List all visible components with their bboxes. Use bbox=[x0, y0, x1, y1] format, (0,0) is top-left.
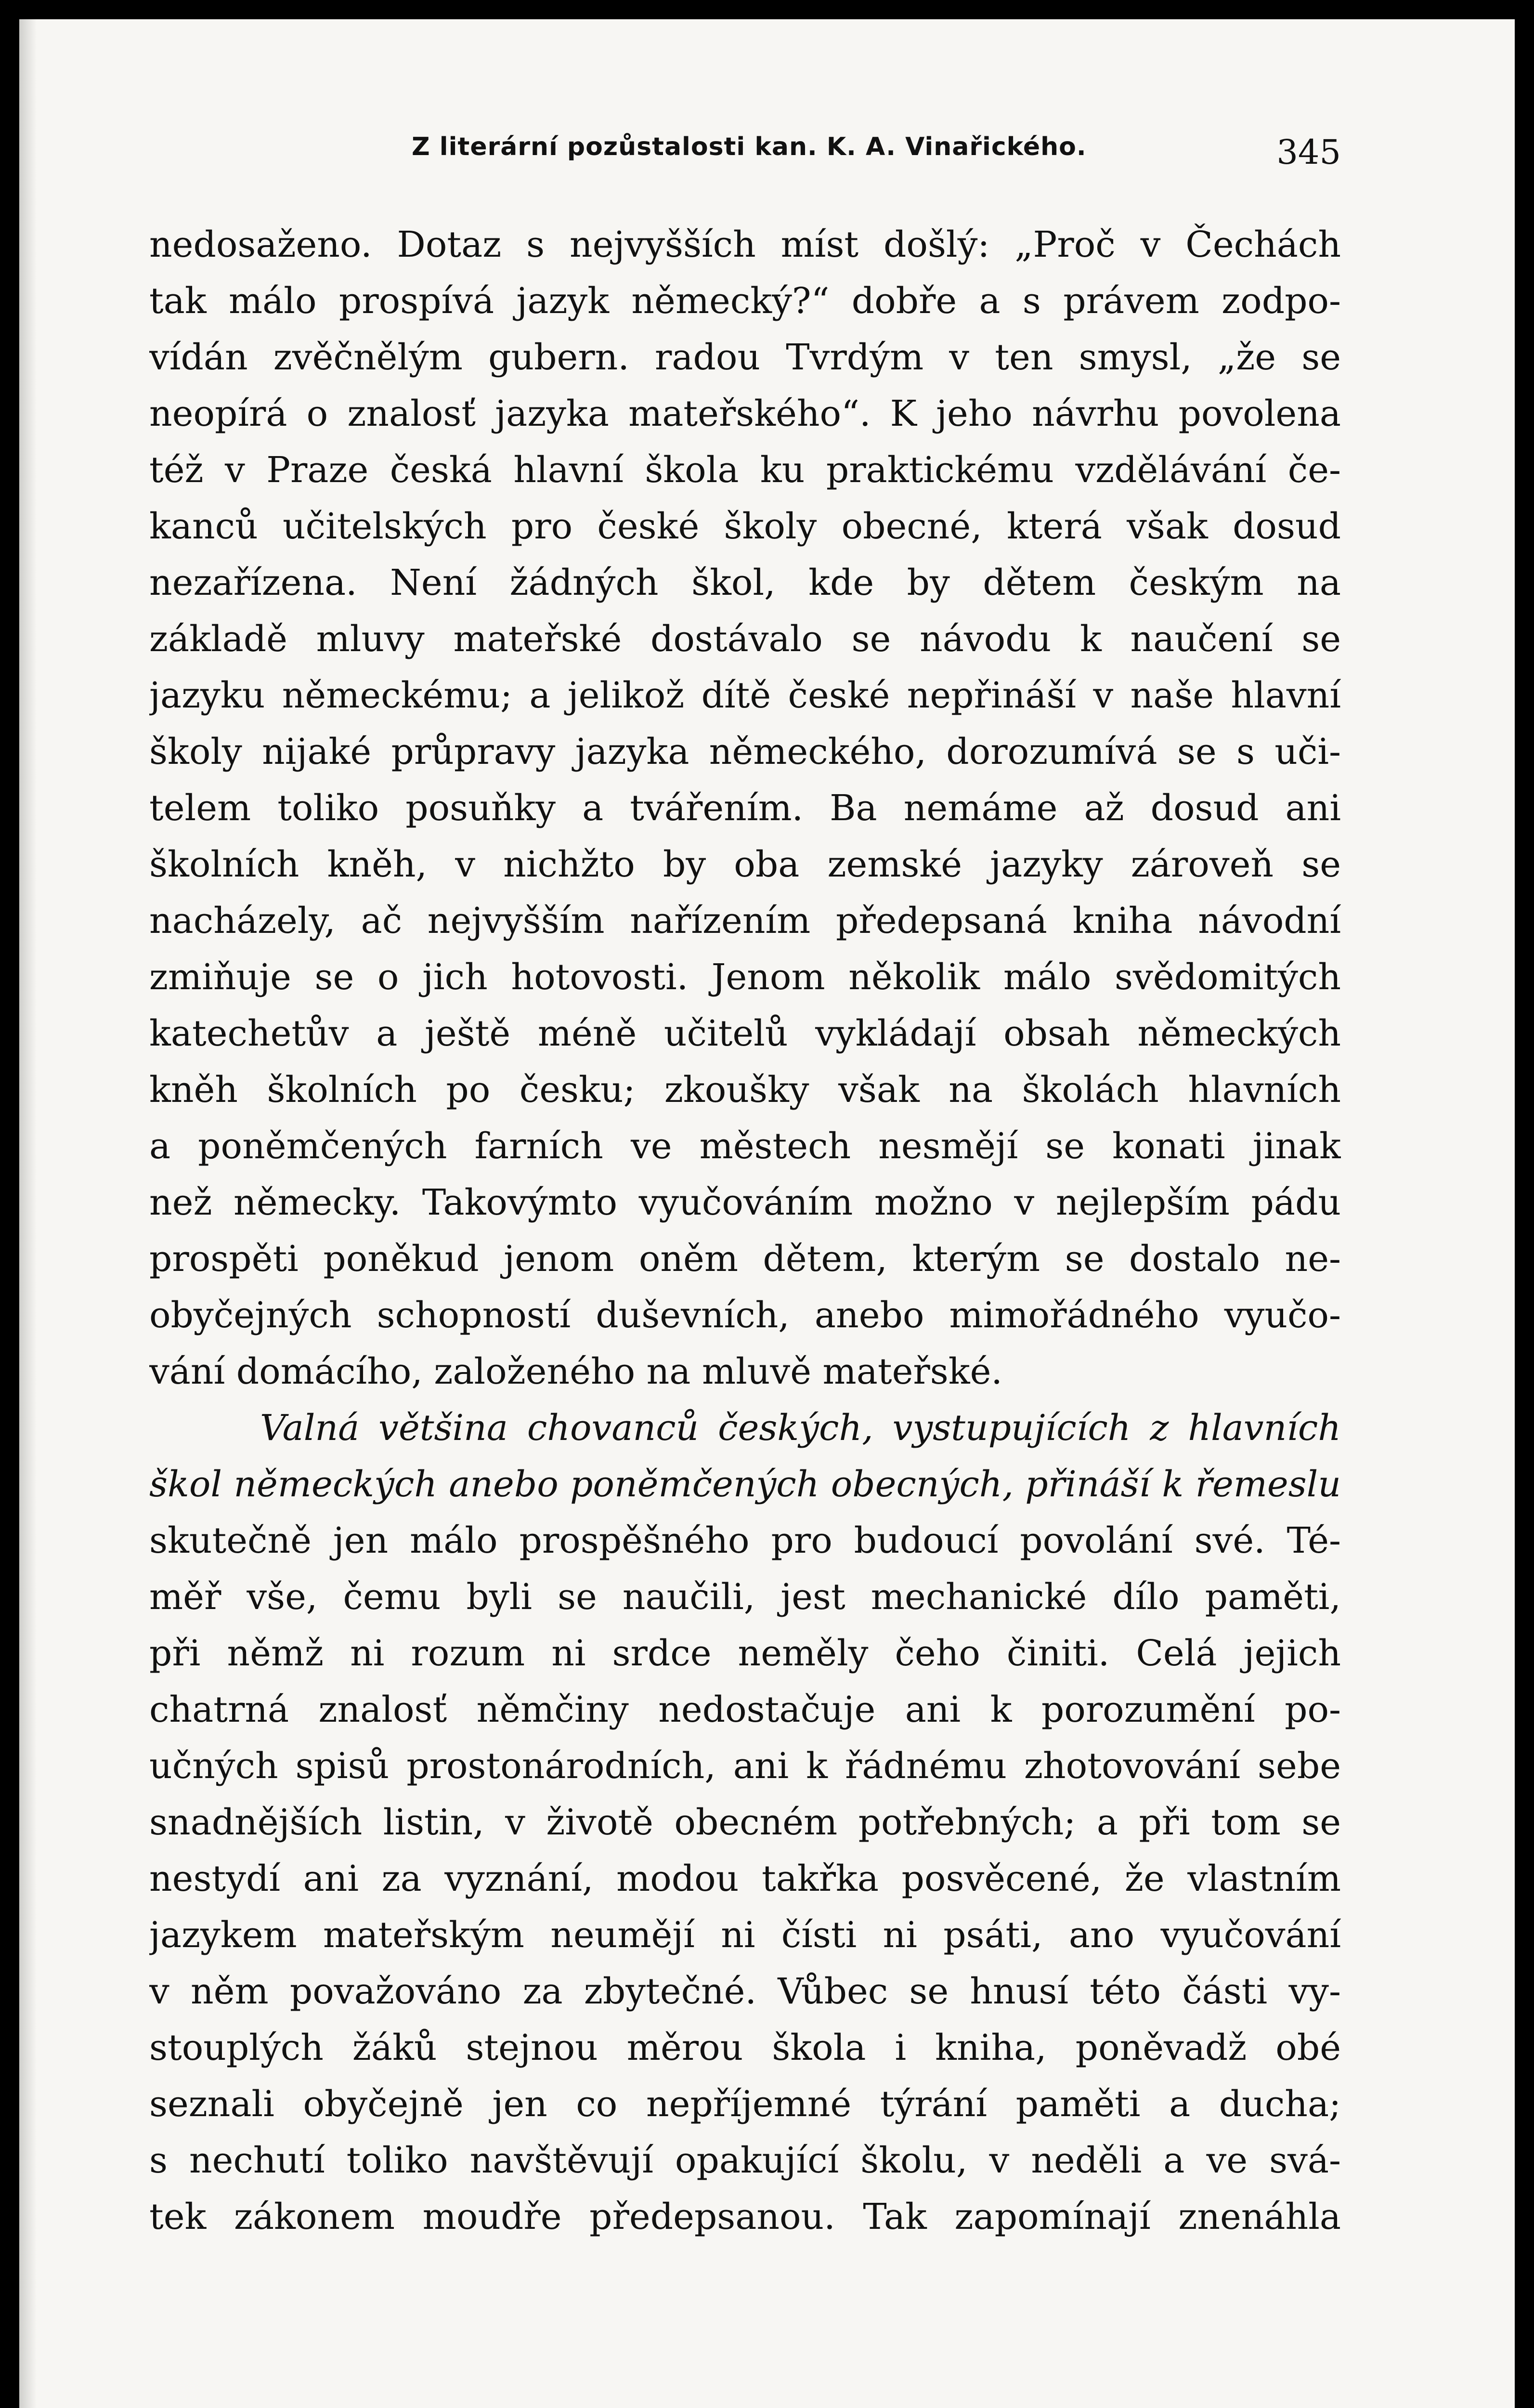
text-line: v něm považováno za zbytečné. Vůbec se hnusí této části vy- bbox=[149, 1971, 1341, 2012]
page-header bbox=[149, 123, 1341, 176]
book-page bbox=[19, 19, 1515, 2408]
text-line: neopírá o znalosť jazyka mateřského“. K jeho návrhu povolena bbox=[149, 393, 1341, 434]
running-title: Z literární pozůstalosti kan. K. A. Vinařického. bbox=[412, 132, 1087, 161]
text-line: než německy. Takovýmto vyučováním možno v nejlepším pádu bbox=[149, 1182, 1341, 1223]
text-line: jazykem mateřským neumějí ni čísti ni psáti, ano vyučování bbox=[149, 1914, 1341, 1956]
text-line: skutečně jen málo prospěšného pro budoucí povolání své. Té- bbox=[149, 1520, 1341, 1561]
text-line: škol německých anebo poněmčených obecných, přináší k řemeslu bbox=[149, 1464, 1341, 1505]
text-line: tak málo prospívá jazyk německý?“ dobře a s právem zodpo- bbox=[149, 280, 1341, 322]
paragraph-2 bbox=[149, 1400, 1341, 2245]
text-line: chatrná znalosť němčiny nedostačuje ani k porozumění po- bbox=[149, 1689, 1341, 1730]
text-line: při němž ni rozum ni srdce neměly čeho činiti. Celá jejich bbox=[149, 1633, 1341, 1674]
text-line: základě mluvy mateřské dostávalo se návodu k naučení se bbox=[149, 618, 1341, 660]
text-line: a poněmčených farních ve městech nesmějí se konati jinak bbox=[149, 1125, 1341, 1167]
body-text bbox=[149, 217, 1341, 2245]
page-gutter-shadow bbox=[19, 19, 37, 2408]
page-number: 345 bbox=[1276, 132, 1341, 172]
text-line: nestydí ani za vyznání, modou takřka posvěcené, že vlastním bbox=[149, 1858, 1341, 1899]
text-line: školy nijaké průpravy jazyka německého, dorozumívá se s uči- bbox=[149, 731, 1341, 772]
text-line: vání domácího, založeného na mluvě mateřské. bbox=[149, 1351, 1002, 1392]
text-line: prospěti poněkud jenom oněm dětem, kterým se dostalo ne- bbox=[149, 1238, 1341, 1280]
text-line: nedosaženo. Dotaz s nejvyšších míst došlý: „Proč v Čechách bbox=[149, 224, 1341, 265]
text-line: obyčejných schopností duševních, anebo mimořádného vyučo- bbox=[149, 1295, 1341, 1336]
text-line: nacházely, ač nejvyšším nařízením předepsaná kniha návodní bbox=[149, 900, 1341, 942]
text-line: seznali obyčejně jen co nepříjemné týrání paměti a ducha; bbox=[149, 2083, 1341, 2125]
text-line: stouplých žáků stejnou měrou škola i kniha, poněvadž obé bbox=[149, 2027, 1341, 2068]
text-line: tek zákonem moudře předepsanou. Tak zapomínají znenáhla bbox=[149, 2196, 1341, 2238]
text-line: zmiňuje se o jich hotovosti. Jenom několik málo svědomitých bbox=[149, 956, 1341, 998]
text-line: učných spisů prostonárodních, ani k řádnému zhotovování sebe bbox=[149, 1745, 1341, 1787]
text-line: měř vše, čemu byli se naučili, jest mechanické dílo paměti, bbox=[149, 1576, 1341, 1618]
text-line: též v Praze česká hlavní škola ku praktickému vzdělávání če- bbox=[149, 449, 1341, 491]
text-line: kanců učitelských pro české školy obecné, která však dosud bbox=[149, 506, 1341, 547]
text-line: snadnějších listin, v životě obecném potřebných; a při tom se bbox=[149, 1802, 1341, 1843]
text-line: školních kněh, v nichžto by oba zemské jazyky zároveň se bbox=[149, 844, 1341, 885]
text-line: jazyku německému; a jelikož dítě české nepřináší v naše hlavní bbox=[149, 675, 1341, 716]
text-line: Valná většina chovanců českých, vystupujících z hlavních bbox=[260, 1407, 1341, 1449]
text-line: katechetův a ještě méně učitelů vykládají obsah německých bbox=[149, 1013, 1341, 1054]
text-line: s nechutí toliko navštěvují opakující školu, v neděli a ve svá- bbox=[149, 2140, 1341, 2181]
text-line: telem toliko posuňky a tvářením. Ba nemáme až dosud ani bbox=[149, 787, 1341, 829]
text-line: kněh školních po česku; zkoušky však na školách hlavních bbox=[149, 1069, 1341, 1111]
text-line: nezařízena. Není žádných škol, kde by dětem českým na bbox=[149, 562, 1341, 603]
paragraph-1 bbox=[149, 217, 1341, 1400]
text-line: vídán zvěčnělým gubern. radou Tvrdým v ten smysl, „že se bbox=[149, 337, 1341, 378]
